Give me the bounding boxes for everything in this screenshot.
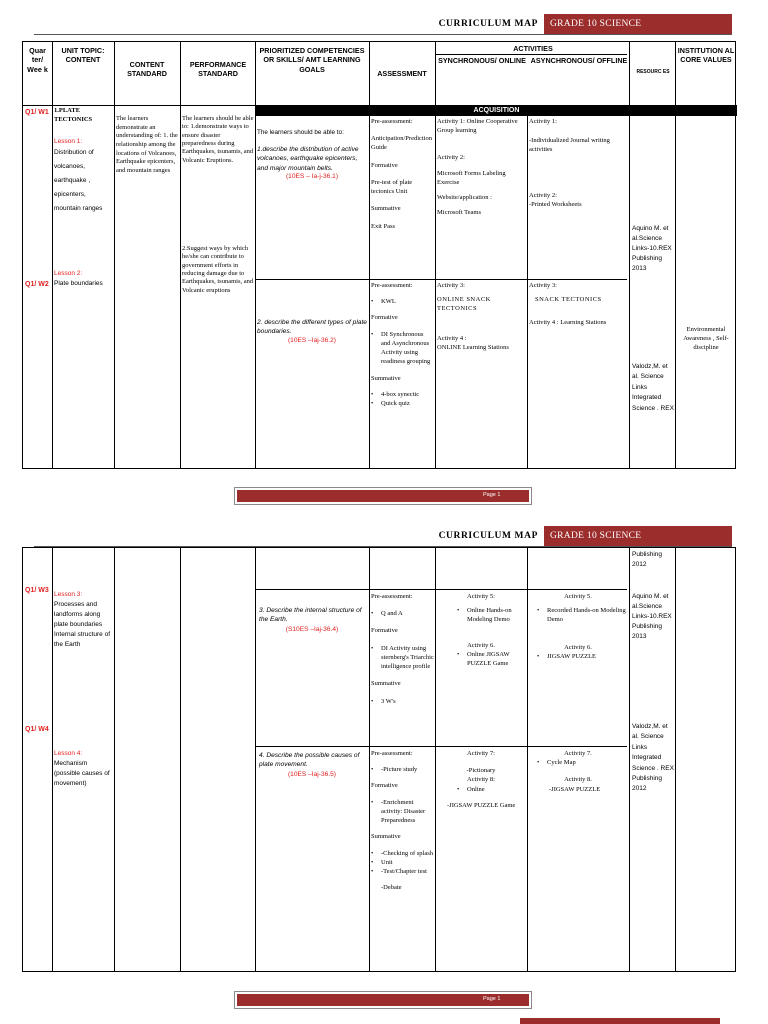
assessment-item: Formative [371, 161, 398, 169]
header-title: CURRICULUM MAP [438, 531, 538, 541]
page-footer [234, 487, 532, 505]
activity-item: ONLINE Learning Stations [437, 343, 509, 351]
col-divider [629, 548, 630, 971]
activity-item: -JIGSAW PUZZLE Game [447, 801, 516, 809]
lesson-label: Lesson 1: [54, 138, 83, 145]
activity-item: Website/application : [437, 194, 492, 202]
week-label: Q1/ W4 [25, 726, 49, 733]
curriculum-page-2 [0, 512, 768, 1024]
competency-text: 3. Describe the internal structure of the Earth. [259, 607, 362, 624]
assessment-item: Pre-test of plate tectonics Unit [371, 178, 413, 196]
assessment-item: • -Checking of splash [371, 849, 434, 858]
activity-item: Activity 5: [467, 593, 495, 600]
col-divider [435, 548, 436, 971]
activity-item: • JIGSAW PUZZLE [537, 652, 627, 661]
assessment-item: • -Enrichment activity: Disaster Preparedness [371, 798, 434, 826]
assessment-item: Formative [371, 314, 398, 322]
assessment-item: • DI Activity using sternberg's Triarchic intelligence profile [371, 644, 434, 672]
lesson-label: Lesson 2: [54, 270, 83, 277]
col-header-core-values: INSTITUTION AL CORE VALUES [677, 46, 735, 65]
activity-item: Activity 8: [467, 776, 495, 784]
resource-text: Valodz,M. et al. Science Links Integrated Science . REX Publishing 2012 [632, 723, 674, 793]
assessment-item: Summative [371, 374, 401, 382]
col-header-resources: RESOURC ES [636, 69, 670, 75]
col-header-unit-topic: UNIT TOPIC: CONTENT [61, 46, 105, 65]
lesson-topic: Processes and landforms along plate boundaries Internal structure of the Earth [54, 601, 110, 649]
performance-standard-2: 2.Suggest ways by which he/she can contribute to government efforts in reducing damage due to Earthquakes, tsunamis, and Volcanic eruptions [182, 245, 254, 294]
activity-item: • Online JIGSAW PUZZLE Game [457, 650, 525, 668]
header-grade-band: GRADE 10 SCIENCE [544, 14, 732, 34]
activity-item: • Online [457, 785, 525, 794]
lesson-topic: Plate boundaries [54, 280, 103, 287]
assessment-item: Pre-assessment: [371, 118, 413, 125]
activity-item: Activity 1: [529, 118, 557, 125]
assessment-item: Pre-assessment: [371, 282, 413, 289]
competency-text: 4. Describe the possible causes of plate movement. [259, 752, 360, 769]
lesson-topic: Mechanism (possible causes of movement) [54, 760, 110, 788]
activity-item: Activity 5. [564, 593, 592, 600]
col-divider [527, 548, 528, 971]
activity-item: Activity 7: [467, 750, 495, 757]
assessment-item: • 3 W's [371, 697, 434, 706]
synchronous-activities [437, 281, 525, 352]
activity-item: Activity 6. [467, 641, 495, 649]
col-header-asynchronous: ASYNCHRONOUS/ OFFLINE [530, 56, 628, 65]
col-header-quarter-week: Quar ter/ Wee k [27, 46, 48, 74]
assessment-item: • KWL [371, 297, 434, 306]
assessment-item: Pre-assessment: [371, 593, 413, 600]
assessment-item: • -Test/Chapter test [371, 867, 434, 876]
assessment-item: Pre-assessment: [371, 750, 413, 757]
synchronous-activities [437, 117, 525, 218]
activity-item: • Cycle Map [537, 758, 627, 767]
activity-item: Activity 6. [564, 643, 592, 651]
activity-item: -Printed Worksheets [529, 200, 582, 208]
activity-item: Activity 1: Online Cooperative Group learning [437, 118, 518, 135]
activity-item: -Pictionary [466, 767, 496, 775]
row-divider [255, 279, 627, 280]
week-label: Q1/ W3 [25, 587, 49, 594]
assessment-item: Summative [371, 833, 401, 841]
activity-item: Activity 4 : [437, 334, 467, 342]
assessment-item: -Debate [381, 884, 402, 892]
assessment-item: • Quick quiz [371, 399, 434, 408]
col-divider [527, 105, 528, 468]
unit-title: 1.PLATE TECTONICS [54, 107, 93, 124]
lesson-label: Lesson 4: [54, 750, 83, 757]
assessment-list [371, 592, 434, 706]
page-number: Page 1 [483, 996, 501, 1002]
activity-item: Activity 7. [564, 750, 592, 757]
assessment-list [371, 117, 434, 231]
header-grade-band: GRADE 10 SCIENCE [544, 526, 732, 546]
page-number: Page 1 [483, 492, 501, 498]
week-label: Q1/ W1 [25, 109, 49, 116]
acquisition-band: ACQUISITION [256, 105, 737, 116]
header-title: CURRICULUM MAP [438, 19, 538, 29]
assessment-item: • -Picture study [371, 765, 434, 774]
col-divider [675, 548, 676, 971]
assessment-list [371, 281, 434, 408]
competency-text: 2. describe the different types of plate boundaries. [257, 319, 367, 336]
assessment-item: • Q and A [371, 609, 434, 618]
activity-item: SNACK TECTONICS [535, 296, 602, 304]
row-divider [255, 589, 627, 590]
assessment-item: Formative [371, 782, 398, 790]
col-divider [52, 548, 53, 971]
col-header-performance-standard: PERFORMANCE STANDARD [189, 60, 247, 79]
header-rule [34, 34, 732, 35]
activity-item: Microsoft Teams [437, 209, 482, 217]
lesson-topic: Distribution of volcanoes, earthquake , epicenters, mountain ranges [54, 149, 103, 212]
activity-item: • Online Hands-on Modeling Demo [457, 606, 525, 624]
assessment-item: Summative [371, 205, 401, 213]
assessment-item: • Unit [371, 858, 434, 867]
assessment-item: Summative [371, 680, 401, 688]
assessment-list [371, 749, 434, 892]
competency-code: (10ES – Ia-j-36.1) [285, 173, 339, 180]
asynchronous-activities [529, 117, 627, 209]
asynchronous-activities [529, 749, 627, 794]
activity-item: ONLINE SNACK TECTONICS [437, 296, 491, 313]
col-header-assessment: ASSESSMENT [377, 69, 427, 78]
resource-text: Aquino M. et al.Science Links-10.REX Publishing 2013 [632, 593, 672, 641]
resource-text: Aquino M. et al.Science Links-10.REX Publishing 2013 [632, 225, 672, 273]
assessment-item: Anticipation/Prediction Guide [371, 135, 433, 152]
col-header-content-standard: CONTENT STANDARD [127, 60, 167, 79]
assessment-item: • 4-box synectic [371, 390, 434, 399]
content-standard-text: The learners demonstrate an understanding of: 1. the relationship among the locations of Volcanoes, Earthquake epicenters, and mountain ranges [116, 115, 178, 174]
activity-item: Activity 8. [564, 776, 592, 784]
col-divider [255, 548, 256, 971]
week-label: Q1/ W2 [25, 281, 49, 288]
activity-item: Activity 2: [529, 191, 557, 199]
curriculum-table [22, 547, 736, 972]
performance-standard-1: The learners should be able to: 1.demonstrate ways to ensure disaster preparedness during Earthquakes, tsunamis, and Volcanic Eruptions. [182, 115, 254, 164]
assessment-item: Formative [371, 627, 398, 635]
col-divider [114, 548, 115, 971]
col-header-synchronous: SYNCHRONOUS/ ONLINE [438, 56, 526, 65]
competency-text: 1.describe the distribution of active volcanoes, earthquake epicenters, and major mountain belts. [257, 146, 359, 172]
col-divider [369, 548, 370, 971]
activities-divider [435, 54, 627, 55]
asynchronous-activities [529, 281, 627, 328]
activity-item: Activity 4 : Learning Stations [529, 319, 607, 327]
activity-item: Microsoft Forms Labeling Exercise [437, 169, 506, 186]
resource-text: Valodz,M. et al. Science Links Integrated Science . REX [632, 363, 674, 412]
col-divider [180, 548, 181, 971]
row-divider [255, 746, 627, 747]
asynchronous-activities [529, 592, 627, 661]
activity-item: • Recorded Hands-on Modeling Demo [537, 606, 627, 624]
lesson-label: Lesson 3: [54, 591, 83, 598]
page-footer [234, 991, 532, 1009]
competency-intro: The learners should be able to: [257, 129, 344, 136]
activity-item: Activity 2: [437, 154, 465, 162]
col-header-competencies: PRIORITIZED COMPETENCIES OR SKILLS/ AMT LEARNING GOALS [259, 46, 365, 74]
synchronous-activities [437, 592, 525, 668]
activity-item: -JIGSAW PUZZLE [549, 785, 601, 793]
core-values-text: Environmental Awareness , Self-discipline [683, 326, 729, 352]
synchronous-activities [437, 749, 525, 810]
activity-item: -Individualized Journal writing activities [529, 137, 610, 154]
assessment-item: Exit Pass [371, 222, 396, 230]
competency-code: (S10ES –Iaj-36.4) [285, 626, 339, 633]
resource-text: Publishing 2012 [632, 551, 662, 569]
competency-code: (10ES –Iaj-36.2) [287, 337, 336, 344]
col-header-activities: ACTIVITIES [513, 44, 553, 53]
activity-item: Activity 3: [437, 282, 465, 289]
page-header [433, 526, 732, 546]
next-page-header-stub [520, 1018, 720, 1024]
curriculum-table [22, 41, 736, 469]
competency-code: (10ES –Iaj-36.5) [287, 771, 336, 778]
page-header [433, 14, 732, 34]
assessment-item: • DI Synchronous and Asynchronous Activity using readiness grouping [371, 330, 434, 367]
activity-item: Activity 3: [529, 282, 557, 289]
